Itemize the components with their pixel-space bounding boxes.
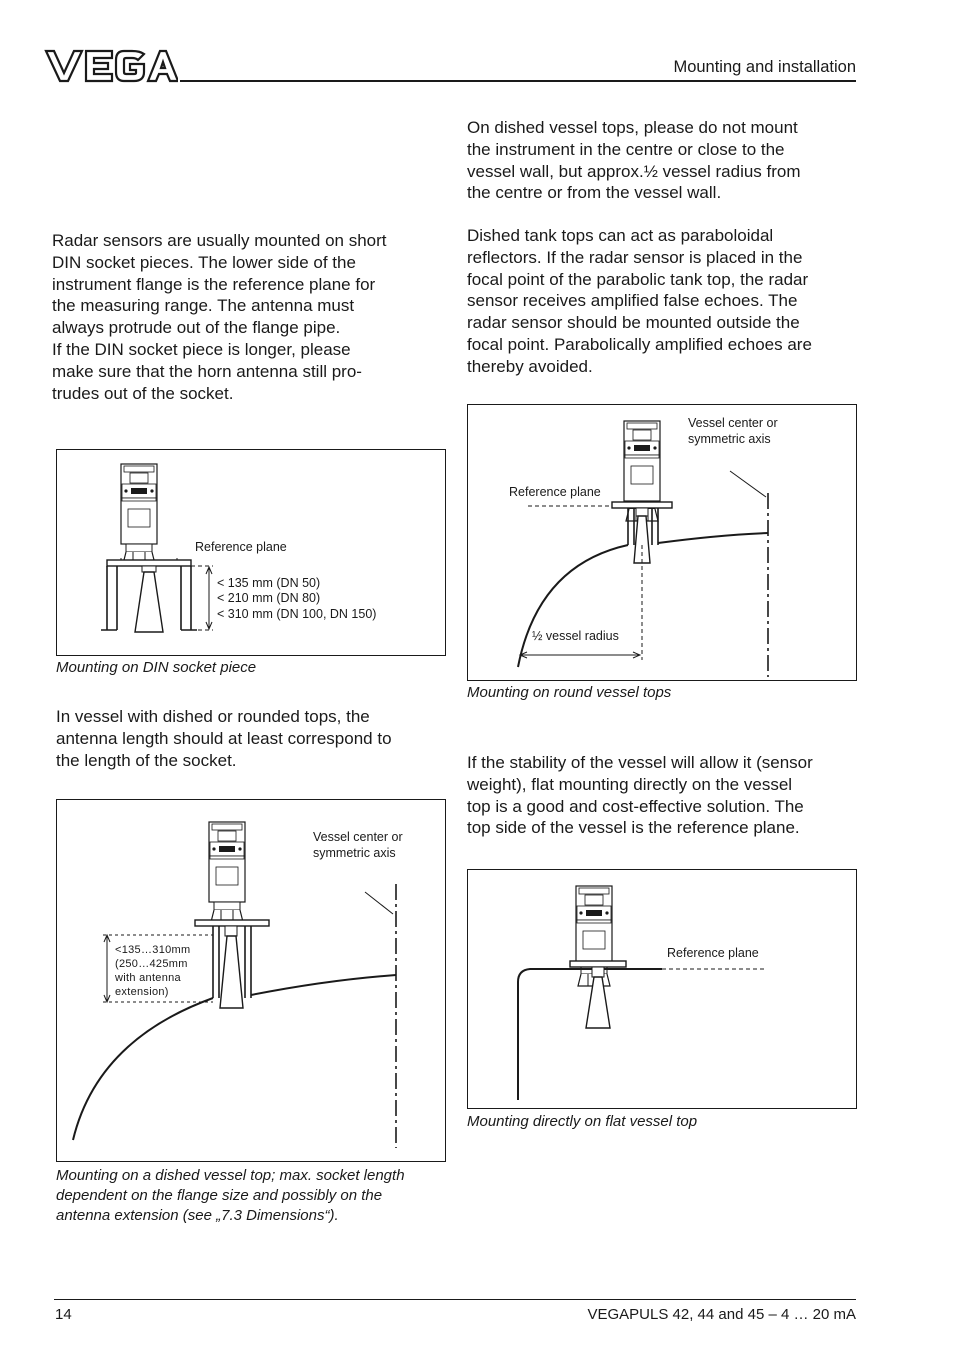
socket-length-line4: extension) (115, 986, 169, 998)
figure-flat-top (467, 869, 857, 1109)
right-paragraph-3 (467, 752, 859, 839)
axis-label-line2: symmetric axis (688, 432, 771, 446)
text-line: If the DIN socket piece is longer, please (52, 339, 351, 359)
text-line: always protrude out of the flange pipe. (52, 318, 341, 338)
dimension-label-dn50: < 135 mm (DN 50) (217, 576, 321, 590)
vessel-radius-label: ½ vessel radius (532, 629, 619, 643)
reference-plane-label: Reference plane (509, 485, 601, 499)
text-line: Dished tank tops can act as paraboloidal (467, 226, 774, 245)
text-line: If the stability of the vessel will allow it (sensor (467, 753, 813, 772)
text-line: focal point. Parabolically amplified echoes are (467, 334, 812, 354)
text-line: radar sensor should be mounted outside the (467, 313, 800, 333)
figure-caption: Mounting on DIN socket piece (56, 659, 257, 676)
text-line: Radar sensors are usually mounted on short (52, 231, 387, 250)
text-line: the measuring range. The antenna must (52, 296, 355, 316)
page-number: 14 (55, 1306, 72, 1323)
caption-line: dependent on the flange size and possibly on the (56, 1187, 383, 1204)
text-line: focal point of the parabolic tank top, the radar (467, 269, 809, 289)
figure-round-top (467, 404, 857, 681)
figure-din-socket (56, 449, 446, 656)
product-title: VEGAPULS 42, 44 and 45 – 4 … 20 mA (587, 1306, 856, 1323)
reference-plane-label: Reference plane (667, 946, 759, 960)
left-paragraph-1 (52, 230, 442, 404)
footer-rule (54, 1299, 856, 1300)
right-paragraph-2 (467, 225, 859, 378)
dimension-label-dn80: < 210 mm (DN 80) (217, 591, 321, 605)
figure-caption (56, 1166, 456, 1226)
right-paragraph-1 (467, 117, 859, 204)
text-line: trudes out of the socket. (52, 383, 234, 403)
section-title: Mounting and installation (673, 58, 856, 76)
caption-line: Mounting on a dished vessel top; max. socket length (56, 1167, 405, 1184)
text-line: instrument flange is the reference plane for (52, 274, 376, 294)
figure-caption: Mounting directly on flat vessel top (467, 1113, 698, 1130)
round-top-drawing (468, 405, 858, 682)
text-line: top is a good and cost-effective solution. The (467, 796, 804, 816)
caption-line: antenna extension (see „7.3 Dimensions“). (56, 1207, 339, 1224)
header-rule (180, 80, 856, 82)
figure-dished-top (56, 799, 446, 1162)
text-line: sensor receives amplified false echoes. The (467, 291, 798, 311)
text-line: make sure that the horn antenna still pro- (52, 361, 362, 381)
text-line: vessel wall, but approx.½ vessel radius from (467, 161, 801, 181)
flat-top-drawing (468, 870, 858, 1110)
text-line: In vessel with dished or rounded tops, the (56, 707, 370, 726)
reference-plane-label: Reference plane (195, 540, 287, 554)
text-line: On dished vessel tops, please do not mount (467, 118, 798, 137)
text-line: reflectors. If the radar sensor is placed in the (467, 247, 803, 267)
text-line: the length of the socket. (56, 750, 237, 770)
left-paragraph-2 (56, 706, 446, 771)
text-line: the instrument in the centre or close to the (467, 139, 785, 159)
figure-caption: Mounting on round vessel tops (467, 684, 672, 701)
axis-label-line1: Vessel center or (688, 416, 778, 430)
text-line: the centre or from the vessel wall. (467, 183, 722, 203)
socket-length-line3: with antenna (115, 972, 181, 984)
text-line: thereby avoided. (467, 356, 593, 376)
axis-label-line1: Vessel center or (313, 830, 403, 844)
socket-length-line2: (250…425mm (115, 958, 188, 970)
vega-logo (44, 46, 178, 86)
text-line: antenna length should at least correspond to (56, 728, 392, 748)
socket-length-line1: <135…310mm (115, 944, 191, 956)
text-line: top side of the vessel is the reference plane. (467, 818, 800, 838)
axis-label-line2: symmetric axis (313, 846, 396, 860)
text-line: weight), flat mounting directly on the vessel (467, 774, 793, 794)
dimension-label-dn100: < 310 mm (DN 100, DN 150) (217, 607, 377, 621)
text-line: DIN socket pieces. The lower side of the (52, 252, 356, 272)
